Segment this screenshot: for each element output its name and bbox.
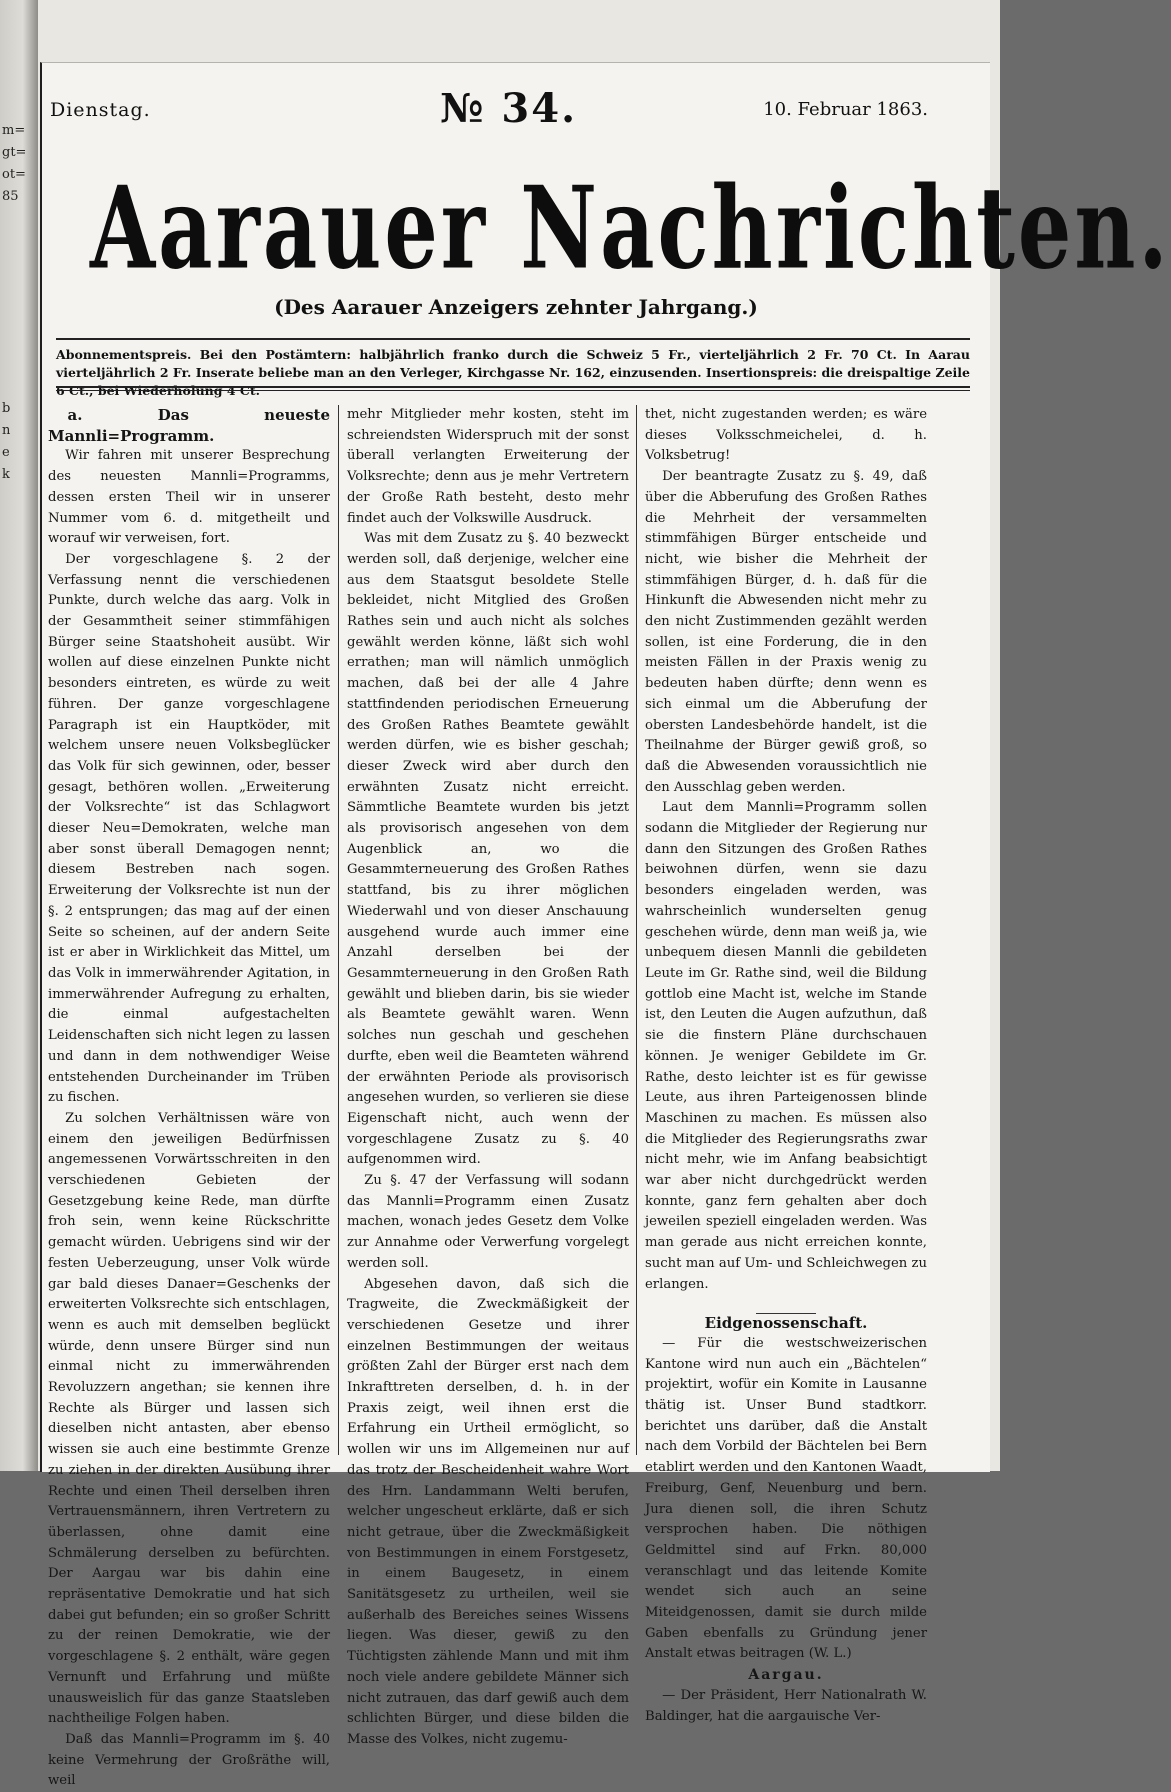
top-rule [56,338,970,340]
paragraph: Abgesehen davon, daß sich die Tragweite, die Zweckmäßigkeit der verschiedenen Gesetze und ihrer einzelnen Bestimmungen der weitaus größten Zahl der Bürger erst nach dem Inkrafttreten derselben, d. h. in der Praxis zeigt, weil ihnen erst die Erfahrung ein Urtheil ermöglicht, so wollen wir uns im Allgemeinen nur auf das trotz der Bescheidenheit wahre Wort des Hrn. Landammann Welti berufen, welcher ungescheut erklärte, daß er sich nicht getraue, über die Zweckmäßigkeit von Bestimmungen in einem Forstgesetz, in einem Baugesetz, in einem Sanitätsgesetz zu urtheilen, weil sie außerhalb des Bereiches seines Wissens liegen. Was dieser, gewiß zu den Tüchtigsten zählende Mann und mit ihm noch viele andere gebildete Männer sich nicht zutrauen, das darf gewiß auch dem schlichten Bürger, und diese bilden die Masse des Volkes, nicht zugemu- [347,1276,629,1747]
newspaper-page [40,62,1171,1789]
paragraph: Der beantragte Zusatz zu §. 49, daß über die Abberufung des Großen Rathes die Mehrheit der versammelten stimmfähigen Bürger entscheide und nicht, wie bisher die Mehrheit der stimmfähigen Bürger, d. h. daß für die Hinkunft die Abwesenden nicht mehr zu den nicht Zustimmenden gezählt werden sollen, ist eine Forderung, die in den meisten Fällen in der Praxis wenig zu bedeuten haben dürfte; denn wenn es sich einmal um die Abberufung der obersten Landesbehörde handelt, ist die Theilnahme der Bürger gewiß groß, so daß die Abwesenden voraussichtlich nie den Ausschlag geben werden. [645,469,927,795]
issue-day: Dienstag. [50,99,151,121]
fragment: 85 [2,189,19,204]
paragraph: Laut dem Mannli=Programm sollen sodann die Mitglieder der Regierung nur dann den Sitzungen des Großen Rathes beiwohnen dürfen, wenn sie dazu besonders eingeladen werden, was wahrscheinlich wunderselten genug geschehen würde, denn man weiß ja, wie unbequem diesen Mannli die gebildeten Leute im Gr. Rathe sind, weil die Bildung gottlob eine Macht ist, welche im Stande ist, den Leuten die Augen aufzuthun, daß sie die finstern Pläne durchschauen können. Je weniger Gebildete im Gr. Rathe, desto leichter ist es für gewisse Leute, aus ihren Parteigenossen blinde Maschinen zu machen. Es müssen also die Mitglieder des Regierungsraths zwar nicht mehr, wie im Anfang beabsichtigt war aber nicht durchgedrückt werden konnte, ganz fern gehalten aber doch jeweilen speziell eingeladen werden. Was man gerade aus nicht erreichen konnte, sucht man auf Um- und Schleichwegen zu erlangen. [645,800,927,1292]
issue-number: № 34. [440,85,577,132]
paragraph: Daß das Mannli=Programm im §. 40 keine Vermehrung der Großräthe will, weil [48,1732,330,1789]
book-binding [0,0,38,1471]
article-title: a. Das neueste Mannli=Programm. [48,406,330,445]
section-divider [645,1301,927,1309]
paragraph: Wir fahren mit unserer Besprechung des neuesten Mannli=Programms, dessen ersten Theil wir in unserer Nummer vom 6. d. mitgetheilt und worauf wir verweisen, fort. [48,448,330,547]
section-heading: Aargau. [748,1667,824,1684]
column-3 [645,405,927,1727]
paragraph: — Der Präsident, Herr Nationalrath W. Baldinger, hat die aargauische Ver- [645,1687,927,1724]
paragraph: Zu solchen Verhältnissen wäre von einem den jeweiligen Bedürfnissen angemessenen Vorwärtsschreiten in den verschiedenen Gebieten der Gesetzgebung keine Rede, man dürfte froh sein, wenn keine Rückschritte gemacht würden. Uebrigens sind wir der festen Ueberzeugung, unser Volk würde gar bald dieses Danaer=Geschenks der erweiterten Volksrechte sich entschlagen, wenn es auch mit demselben beglückt würde, denn unsere Bürger sind nun einmal nicht zu immerwährenden Revoluzzern angethan; sie kennen ihre Rechte als Bürger und lassen sich dieselben nicht antasten, aber ebenso wissen sie auch eine bestimmte Grenze zu ziehen in der direkten Ausübung ihrer Rechte und einen Theil derselben ihren Vertrauensmännern, ihren Vertretern zu überlassen, ohne damit eine Schmälerung derselben zu befürchten. Der Aargau war bis dahin eine repräsentative Demokratie und hat sich dabei gut befunden; ein so großer Schritt zu der reinen Demokratie, wie der vorgeschlagene §. 2 enthält, wäre gegen Vernunft und Erfahrung und müßte unausweislich für das ganze Staatsleben nachtheilige Folgen haben. [48,1110,330,1727]
masthead-title: Aarauer Nachrichten. [90,161,1171,295]
masthead-subtitle: (Des Aarauer Anzeigers zehnter Jahrgang.) [274,295,758,319]
column-divider [636,405,637,1455]
binding-fragments [2,120,32,486]
fragment: m= [2,123,26,138]
paragraph: Was mit dem Zusatz zu §. 40 bezweckt werden soll, daß derjenige, welcher eine aus dem Staatsgut besoldete Stelle bekleidet, nicht Mitglied des Großen Rathes sein und auch nicht als solches gewählt werden könne, läßt sich wohl errathen; man will nämlich unmöglich machen, daß bei der alle 4 Jahre stattfindenden periodischen Erneuerung des Großen Rathes Beamtete gewählt werden dürfen, wie es bisher geschah; dieser Zweck wird aber durch den erwähnten Zusatz nicht erreicht. Sämmtliche Beamtete wurden bis jetzt als provisorisch angesehen von dem Augenblick an, wo die Gesammterneuerung des Großen Rathes stattfand, bis zu ihrer möglichen Wiederwahl und von dieser Anschauung ausgehend wurde auch immer eine Anzahl derselben bei der Gesammterneuerung in den Großen Rath gewählt und blieben darin, bis sie wieder als Beamtete gewählt waren. Wenn solches nun geschah und geschehen durfte, eben weil die Beamteten während der erwähnten Periode als provisorisch angesehen wurden, so verlieren sie diese Eigenschaft nicht, auch wenn der vorgeschlagene Zusatz zu §. 40 aufgenommen wird. [347,531,629,1168]
paragraph: Zu §. 47 der Verfassung will sodann das Mannli=Programm einen Zusatz machen, wonach jedes Gesetz dem Volke zur Annahme oder Verwerfung vorgelegt werden soll. [347,1173,629,1271]
paragraph: Der vorgeschlagene §. 2 der Verfassung nennt die verschiedenen Punkte, durch welche das aarg. Volk in der Gesammtheit seiner stimmfähigen Bürger seine Staatshoheit ausübt. Wir wollen auf diese einzelnen Punkte nicht besonders eintreten, es würde zu weit führen. Der ganze vorgeschlagene Paragraph ist ein Hauptköder, mit welchem unsere neuen Volksbeglücker das Volk für sich gewinnen, oder, besser gesagt, bethören wollen. „Erweiterung der Volksrechte“ ist das Schlagwort dieser Neu=Demokraten, welche man aber sonst überall Demagogen nennt; diesem Bestreben nach sogen. Erweiterung der Volksrechte ist nun der §. 2 entsprungen; das mag auf der einen Seite so scheinen, auf der andern Seite ist er aber in Wirklichkeit das Mittel, um das Volk in immerwährender Agitation, in immerwährender Aufregung zu erhalten, die einmal aufgestachelten Leidenschaften sich nicht legen zu lassen und dann in dem nothwendiger Weise entstehenden Durcheinander im Trüben zu fischen. [48,551,330,1106]
paragraph: thet, nicht zugestanden werden; es wäre dieses Volksschmeichelei, d. h. Volksbetrug! [645,407,927,464]
bottom-rule [56,386,970,388]
subscription-notice: Abonnementspreis. Bei den Postämtern: halbjährlich franko durch die Schweiz 5 Fr., vierteljährlich 2 Fr. 70 Ct. In Aarau vierteljährlich 2 Fr. Inserate beliebe man an den Verleger, Kirchgasse Nr. 162, einzusenden. Insertionspreis: die dreispaltige Zeile 6 Ct., bei Wiederholung 4 Ct. [56,347,970,398]
issue-date: 10. Februar 1863. [763,99,928,120]
paragraph: mehr Mitglieder mehr kosten, steht im schreiendsten Widerspruch mit der sonst überall verlangten Erweiterung der Volksrechte; denn aus je mehr Vertretern der Große Rath besteht, desto mehr findet auch der Volkswille Ausdruck. [347,407,629,526]
column-2 [347,405,629,1751]
fragment: gt= [2,145,27,160]
column-1 [48,405,330,1792]
column-divider [338,405,339,1455]
fragment: e [2,445,10,460]
bottom-rule-thin [56,390,970,391]
fragment: ot= [2,167,26,182]
fragment: n [2,423,11,438]
paragraph: — Für die westschweizerischen Kantone wird nun auch ein „Bächtelen“ projektirt, wofür ein Komite in Lausanne thätig ist. Unser Bund stadtkorr. berichtet uns darüber, daß die Anstalt nach dem Vorbild der Bächtelen bei Bern etablirt werden und den Kantonen Waadt, Freiburg, Genf, Neuenburg und bern. Jura dienen soll, die ihren Schutz versprochen haben. Die nöthigen Geldmittel sind auf Frkn. 80,000 veranschlagt und das leitende Komite wendet sich auch an seine Miteidgenossen, damit sie durch milde Gaben ebenfalls zu Gründung jener Anstalt etwas beitragen (W. L.) [645,1335,927,1662]
fragment: k [2,467,10,482]
section-heading: Eidgenossenschaft. [704,1314,868,1333]
fragment: b [2,401,11,416]
